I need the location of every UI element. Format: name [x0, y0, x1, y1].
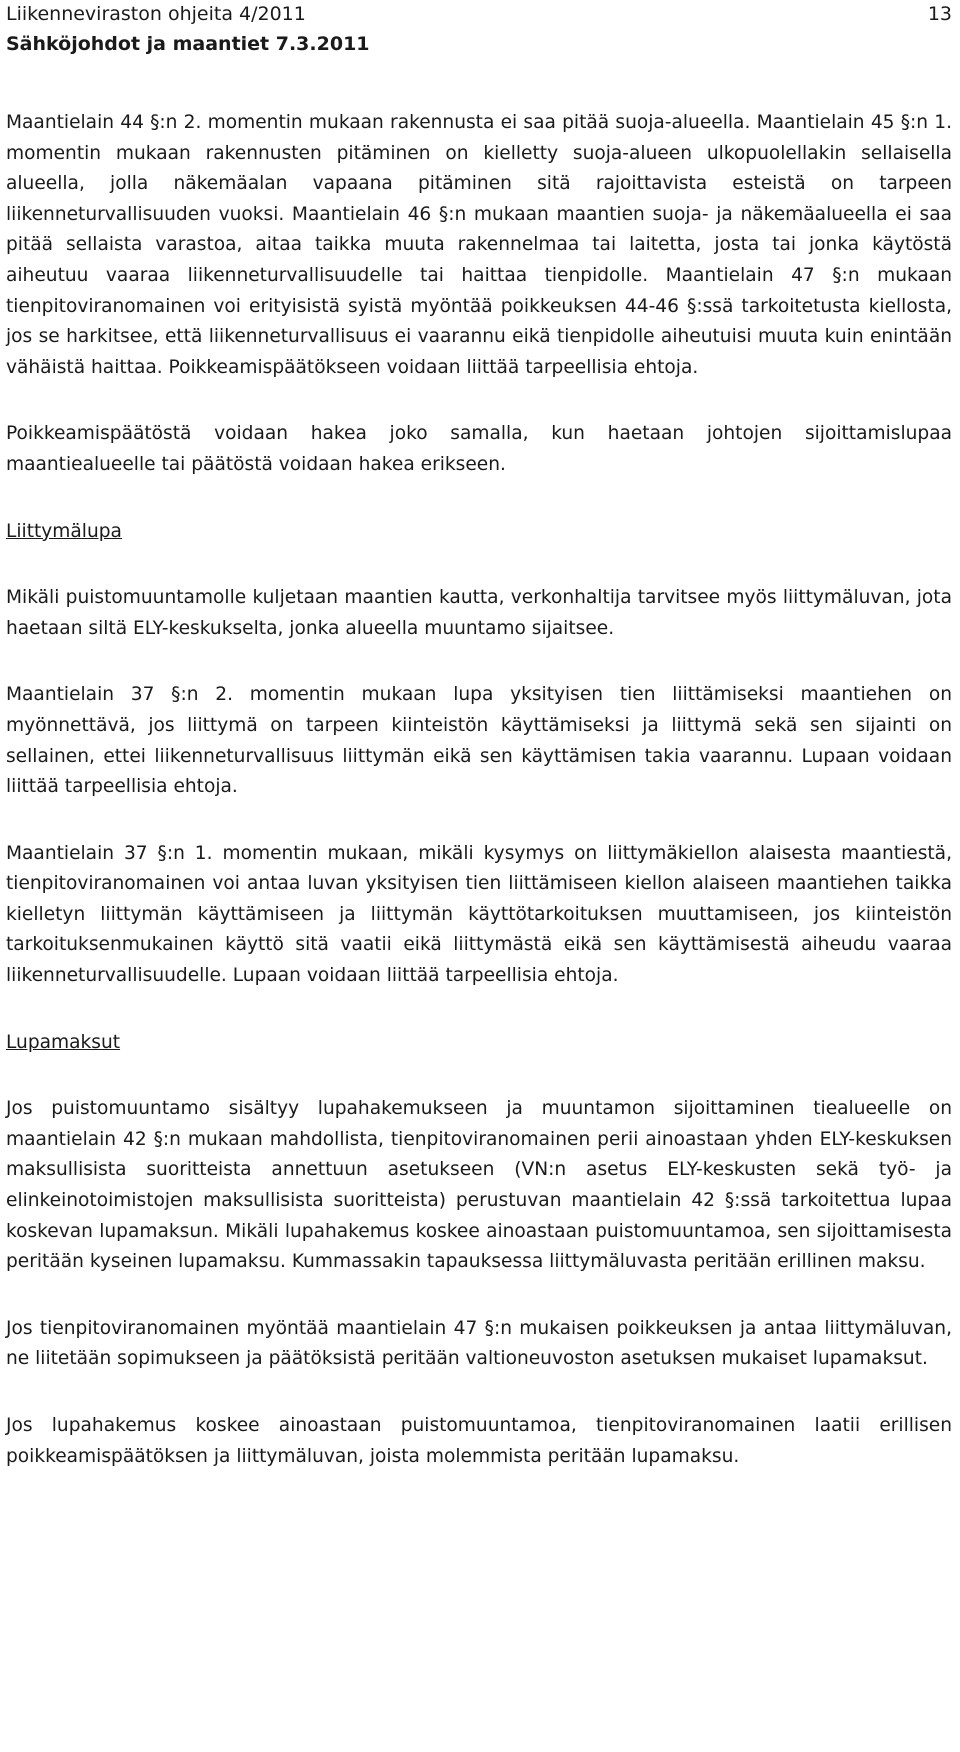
- document-subtitle: Sähköjohdot ja maantiet 7.3.2011: [6, 33, 370, 55]
- paragraph-exemption-application: Poikkeamispäätöstä voidaan hakea joko samalla, kun haetaan johtojen sijoittamislupaa maantiealueelle tai päätöstä voidaan hakea erikseen.: [6, 423, 952, 475]
- document-page: [6, 0, 952, 1467]
- paragraph-connection-permit: Mikäli puistomuuntamolle kuljetaan maantien kautta, verkonhaltija tarvitsee myös liittymäluvan, jota haetaan siltä ELY-keskukselta, jonka alueella muuntamo sijaitsee.: [6, 587, 952, 639]
- paragraph-exemption-fees: Jos tienpitoviranomainen myöntää maantielain 47 §:n mukaisen poikkeuksen ja antaa liittymäluvan, ne liitetään sopimukseen ja päätöksistä peritään valtioneuvoston asetuksen mukaiset lupamaksut.: [6, 1317, 952, 1370]
- page-header: [6, 0, 952, 60]
- section-heading-liittymalupa: Liittymälupa: [6, 520, 122, 542]
- document-body: [6, 108, 952, 1508]
- paragraph-transformer-only-fees: Jos lupahakemus koskee ainoastaan puistomuuntamoa, tienpitoviranomainen laatii erillisen poikkeamispäätöksen ja liittymäluvan, joista molemmista peritään lupamaksu.: [6, 1415, 952, 1467]
- paragraph-permit-fees: Jos puistomuuntamo sisältyy lupahakemukseen ja muuntamon sijoittaminen tiealueelle on maantielain 42 §:n mukaan mahdollista, tienpitoviranomainen perii ainoastaan yhden ELY-keskuksen maksullisista suoritteista annettuun asetukseen (VN:n asetus ELY-keskusten sekä työ- ja elinkeinotoimistojen maksullisista suoritteista) perustuvan maantielain 42 §:ssä tarkoitettua lupaa koskevan lupamaksun. Mikäli lupahakemus koskee ainoastaan puistomuuntamoa, sen sijoittamisesta peritään kyseinen lupamaksu. Kummassakin tapauksessa liittymäluvasta peritään erillinen maksu.: [6, 1098, 952, 1273]
- section-heading-lupamaksut: Lupamaksut: [6, 1031, 121, 1053]
- paragraph-road-law-restrictions: Maantielain 44 §:n 2. momentin mukaan rakennusta ei saa pitää suoja-alueella. Maantielain 45 §:n 1. momentin mukaan rakennusten pitäminen on kielletty suoja-alueen ulkopuolellakin sellaisella alueella, jolla näkemäalan vapaana pitäminen sitä rajoittavista esteistä on tarpeen liikenneturvallisuuden vuoksi. Maantielain 46 §:n mukaan maantien suoja- ja näkemäalueella ei saa pitää sellaista varastoa, aitaa taikka muuta rakennelmaa tai laitetta, josta tai jonka käytöstä aiheutuu vaaraa liikenneturvallisuudelle tai haittaa tienpidolle. Maantielain 47 §:n mukaan tienpitoviranomainen voi erityisistä syistä myöntää poikkeuksen 44-46 §:ssä tarkoitetusta kiellosta, jos se harkitsee, että liikenneturvallisuus ei vaarannu eikä tienpidolle aiheutuisi muuta kuin enintään vähäistä haittaa. Poikkeamispäätökseen voidaan liittää tarpeellisia ehtoja.: [6, 112, 952, 378]
- paragraph-law-37-2: Maantielain 37 §:n 2. momentin mukaan lupa yksityisen tien liittämiseksi maantiehen on myönnettävä, jos liittymä on tarpeen kiinteistön käyttämiseksi ja liittymä sekä sen sijainti on sellainen, ettei liikenneturvallisuus liittymän eikä sen käyttämisen takia vaarannu. Lupaan voidaan liittää tarpeellisia ehtoja.: [6, 684, 952, 798]
- paragraph-law-37-1: Maantielain 37 §:n 1. momentin mukaan, mikäli kysymys on liittymäkiellon alaisesta maantiestä, tienpitoviranomainen voi antaa luvan yksityisen tien liittämiseen kiellon alaiseen maantiehen taikka kielletyn liittymän käyttämiseen ja liittymän käyttötarkoituksen muuttamiseen, jos kiinteistön tarkoituksenmukainen käyttö sitä vaatii eikä liittymästä eikä sen käyttämisestä aiheudu vaaraa liikenneturvallisuudelle. Lupaan voidaan liittää tarpeellisia ehtoja.: [6, 842, 952, 987]
- document-title: Liikenneviraston ohjeita 4/2011: [6, 3, 306, 25]
- page-number: 13: [927, 3, 952, 25]
